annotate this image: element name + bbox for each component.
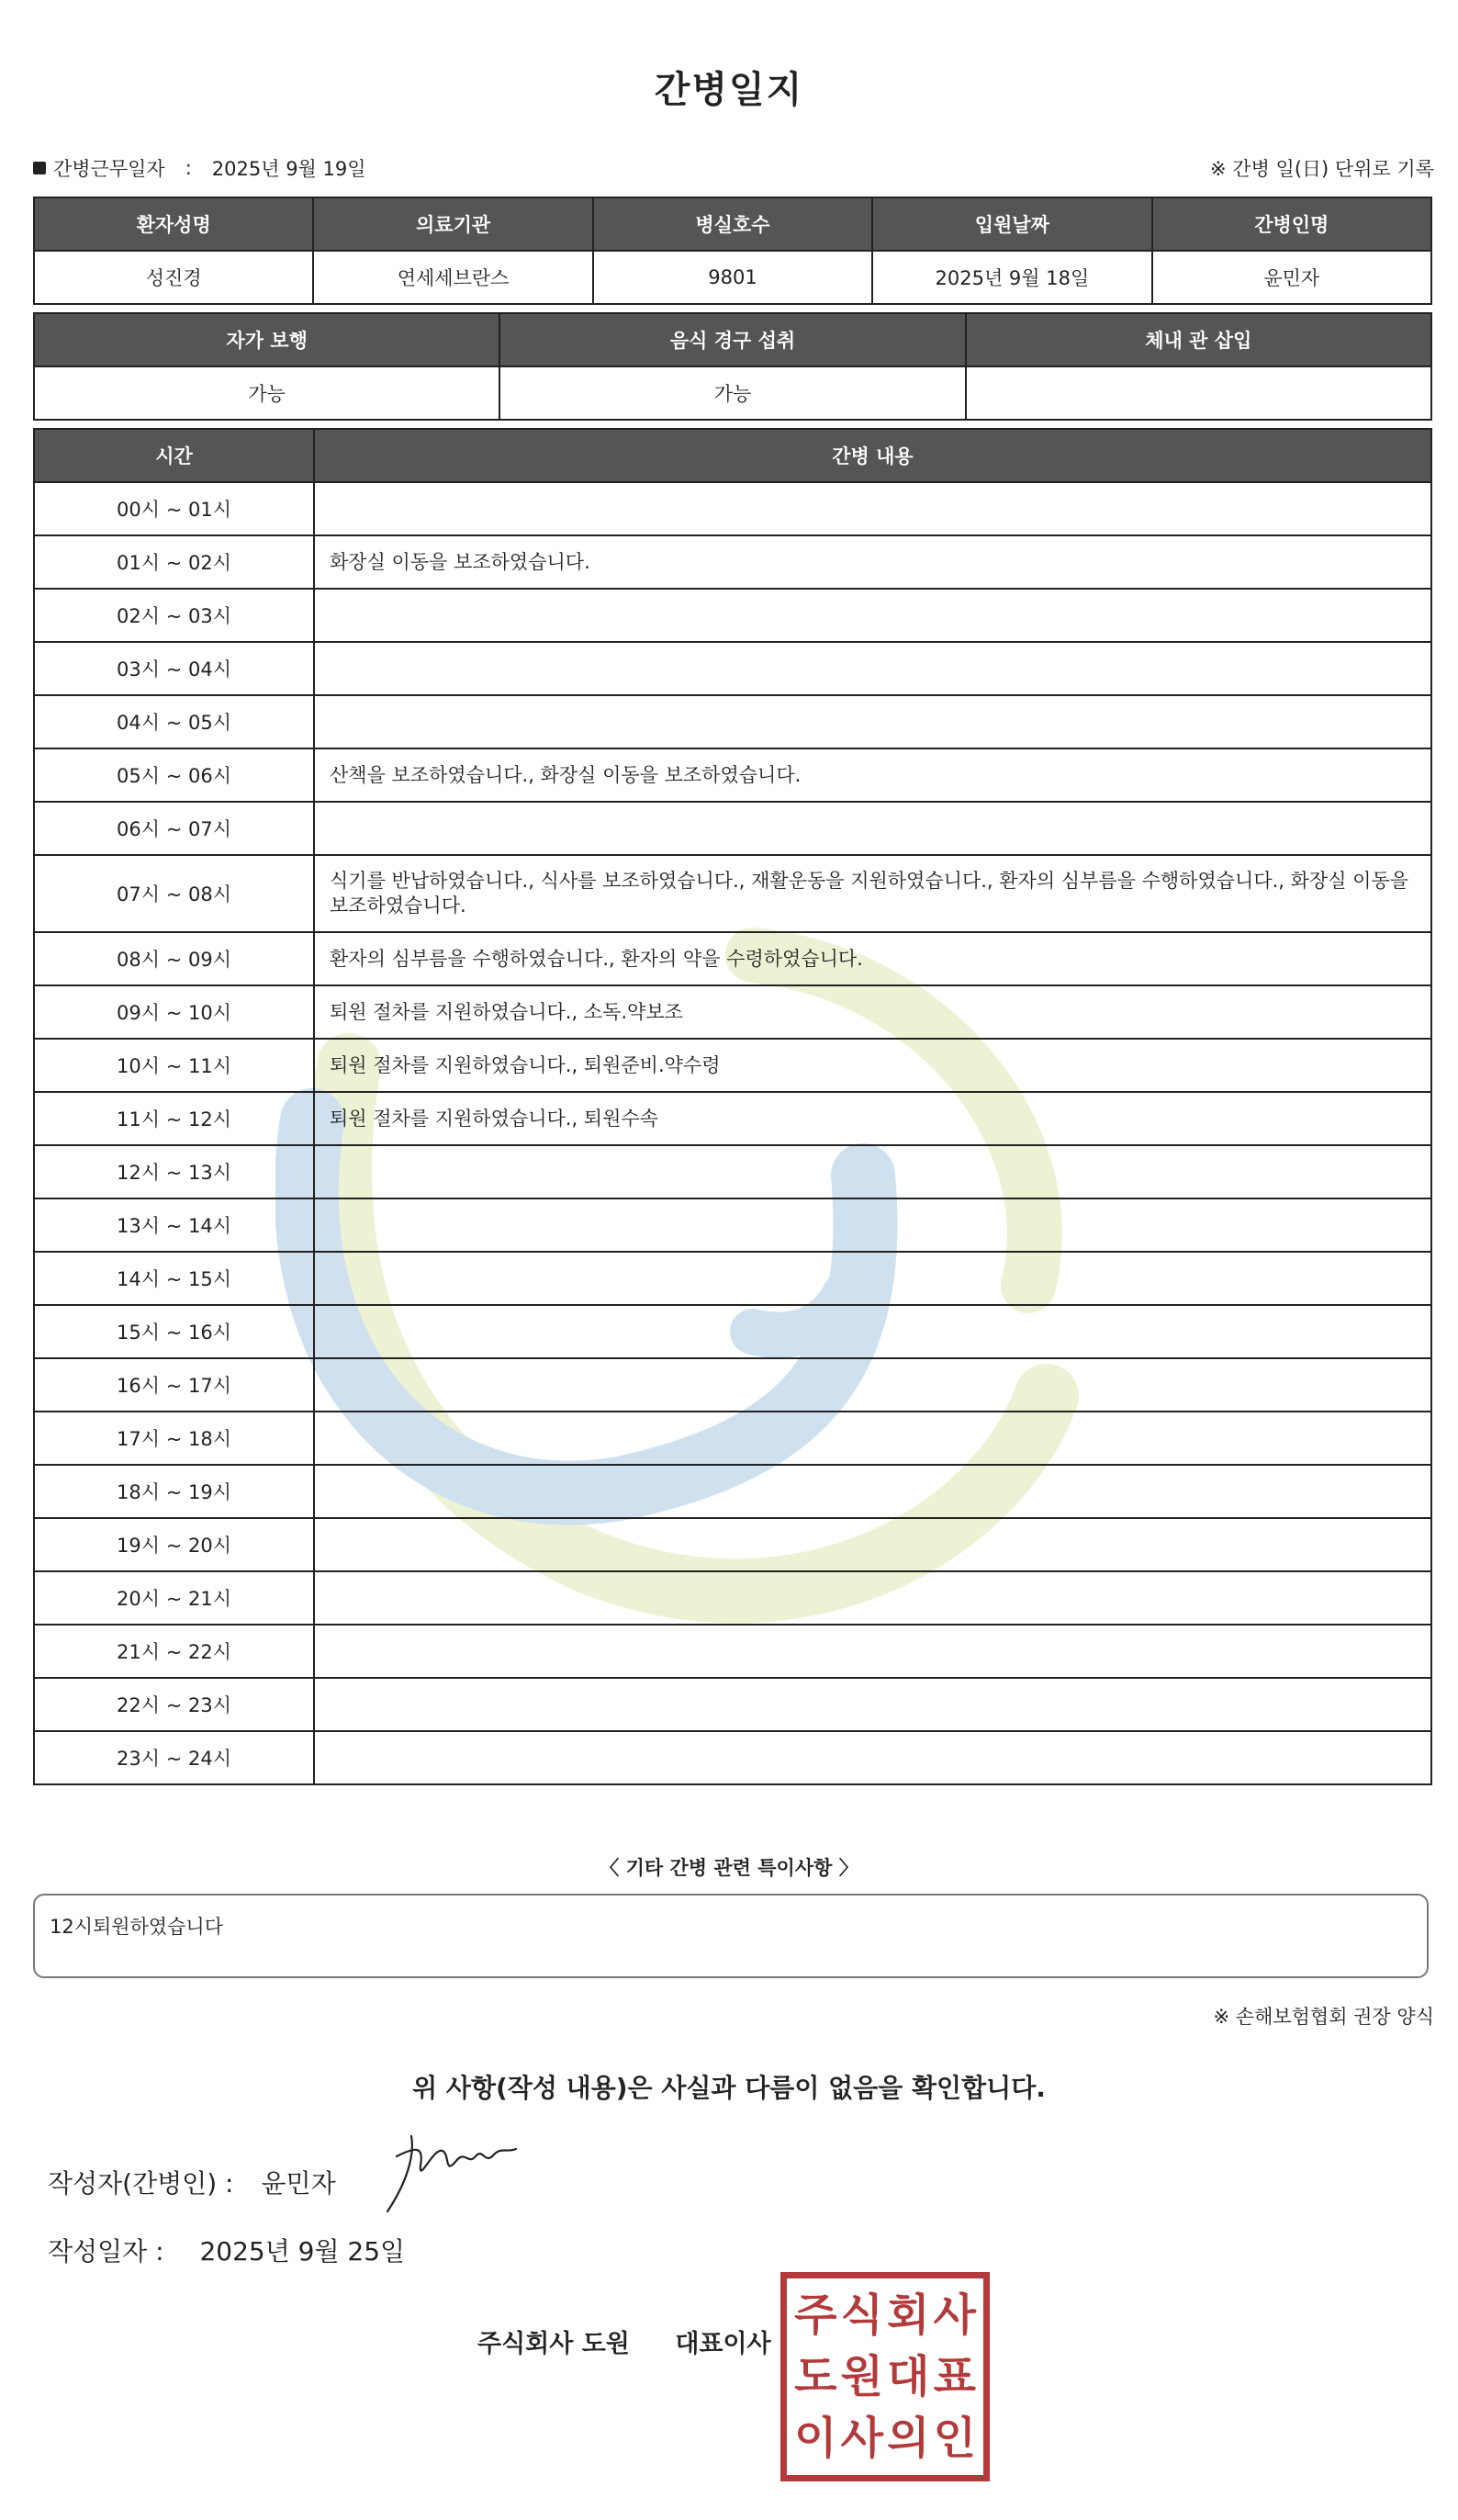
care-content: 퇴원 절차를 지원하였습니다., 소독.약보조 <box>314 985 1431 1039</box>
care-row <box>34 802 1431 855</box>
seal-char: 사 <box>840 2413 883 2465</box>
care-time: 18시 ~ 19시 <box>34 1465 314 1518</box>
care-content <box>314 1571 1431 1625</box>
tube-value <box>966 366 1431 420</box>
header-tube: 체내 관 삽입 <box>966 313 1431 366</box>
care-time: 10시 ~ 11시 <box>34 1039 314 1092</box>
header-patient-name: 환자성명 <box>34 197 313 251</box>
care-row <box>34 1252 1431 1305</box>
seal-char: 인 <box>933 2413 976 2465</box>
care-time: 16시 ~ 17시 <box>34 1358 314 1412</box>
author-label: 작성자(간병인) : <box>48 2168 234 2199</box>
header-room: 병실호수 <box>593 197 872 251</box>
care-row <box>34 1145 1431 1198</box>
written-date-label: 작성일자 : <box>48 2236 164 2267</box>
care-row <box>34 1198 1431 1252</box>
care-row <box>34 1678 1431 1731</box>
care-content <box>314 1731 1431 1784</box>
care-time: 22시 ~ 23시 <box>34 1678 314 1731</box>
care-row <box>34 535 1431 589</box>
care-content <box>314 1198 1431 1252</box>
seal-char: 원 <box>840 2350 883 2402</box>
care-time: 05시 ~ 06시 <box>34 748 314 802</box>
care-content <box>314 642 1431 695</box>
seal-char: 회 <box>887 2289 930 2341</box>
care-row <box>34 1039 1431 1092</box>
seal-char: 도 <box>794 2350 837 2402</box>
special-notes-box <box>33 1894 1429 1978</box>
recommended-form-note: ※ 손해보험협회 권장 양식 <box>1213 2006 1434 2028</box>
header-admission-date: 입원날짜 <box>872 197 1151 251</box>
care-row <box>34 1305 1431 1358</box>
care-time: 15시 ~ 16시 <box>34 1305 314 1358</box>
care-time: 04시 ~ 05시 <box>34 695 314 748</box>
care-row <box>34 1358 1431 1412</box>
header-caregiver: 간병인명 <box>1152 197 1431 251</box>
care-time: 08시 ~ 09시 <box>34 932 314 985</box>
care-row <box>34 1518 1431 1571</box>
care-content: 퇴원 절차를 지원하였습니다., 퇴원수속 <box>314 1092 1431 1145</box>
caregiver-name: 윤민자 <box>1152 251 1431 304</box>
care-time: 12시 ~ 13시 <box>34 1145 314 1198</box>
care-content: 산책을 보조하였습니다., 화장실 이동을 보조하였습니다. <box>314 748 1431 802</box>
care-row <box>34 1412 1431 1465</box>
care-time: 02시 ~ 03시 <box>34 589 314 642</box>
care-time: 13시 ~ 14시 <box>34 1198 314 1252</box>
care-time: 21시 ~ 22시 <box>34 1625 314 1678</box>
company-title: 대표이사 <box>675 2330 771 2358</box>
care-content <box>314 1305 1431 1358</box>
square-bullet-icon <box>33 162 46 174</box>
seal-char: 사 <box>933 2289 976 2341</box>
care-content <box>314 482 1431 535</box>
care-row <box>34 642 1431 695</box>
company-seal <box>780 2272 990 2481</box>
care-content <box>314 1518 1431 1571</box>
work-date <box>33 154 366 182</box>
written-date-value: 2025년 9월 25일 <box>199 2236 406 2267</box>
room-number: 9801 <box>593 251 872 304</box>
care-time: 01시 ~ 02시 <box>34 535 314 589</box>
work-date-colon: : <box>185 157 192 179</box>
written-date-line <box>48 2232 405 2268</box>
care-content: 퇴원 절차를 지원하였습니다., 퇴원준비.약수령 <box>314 1039 1431 1092</box>
care-content: 화장실 이동을 보조하였습니다. <box>314 535 1431 589</box>
care-row <box>34 748 1431 802</box>
care-content: 환자의 심부름을 수행하였습니다., 환자의 약을 수령하였습니다. <box>314 932 1431 985</box>
work-date-label: 간병근무일자 <box>53 158 165 180</box>
care-content <box>314 695 1431 748</box>
author-name: 윤민자 <box>261 2168 336 2199</box>
patient-name: 성진경 <box>34 251 313 304</box>
care-time: 19시 ~ 20시 <box>34 1518 314 1571</box>
care-content <box>314 1465 1431 1518</box>
care-row <box>34 1092 1431 1145</box>
document-title: 간병일지 <box>654 69 804 111</box>
signature <box>378 2129 525 2221</box>
care-time: 00시 ~ 01시 <box>34 482 314 535</box>
special-notes-title: 〈 기타 간병 관련 특이사항 〉 <box>600 1857 858 1879</box>
header-walking: 자가 보행 <box>34 313 499 366</box>
care-row <box>34 1731 1431 1784</box>
care-row <box>34 695 1431 748</box>
care-content <box>314 1358 1431 1412</box>
company-line <box>477 2323 771 2359</box>
work-date-value: 2025년 9월 19일 <box>211 158 366 180</box>
seal-char: 식 <box>840 2289 883 2341</box>
care-time: 11시 ~ 12시 <box>34 1092 314 1145</box>
care-content <box>314 589 1431 642</box>
oral-intake-value: 가능 <box>499 366 965 420</box>
care-time: 03시 ~ 04시 <box>34 642 314 695</box>
care-row <box>34 589 1431 642</box>
care-time: 09시 ~ 10시 <box>34 985 314 1039</box>
care-content: 식기를 반납하였습니다., 식사를 보조하였습니다., 재활운동을 지원하였습니다., 환자의 심부름을 수행하였습니다., 화장실 이동을 보조하였습니다. <box>314 855 1431 932</box>
header-hospital: 의료기관 <box>313 197 592 251</box>
care-time: 14시 ~ 15시 <box>34 1252 314 1305</box>
special-notes-content: 12시퇴원하였습니다 <box>50 1916 224 1938</box>
ability-table <box>33 312 1432 421</box>
company-name: 주식회사 도원 <box>477 2330 630 2358</box>
seal-char: 표 <box>933 2350 976 2402</box>
care-content <box>314 1252 1431 1305</box>
care-row <box>34 482 1431 535</box>
admission-date: 2025년 9월 18일 <box>872 251 1151 304</box>
patient-info-table <box>33 197 1432 305</box>
walking-value: 가능 <box>34 366 499 420</box>
care-content <box>314 1412 1431 1465</box>
care-row <box>34 985 1431 1039</box>
care-row <box>34 932 1431 985</box>
header-time: 시간 <box>34 429 314 482</box>
header-oral-intake: 음식 경구 섭취 <box>499 313 965 366</box>
seal-char: 대 <box>887 2350 930 2402</box>
care-row <box>34 855 1431 932</box>
care-content <box>314 802 1431 855</box>
care-time: 23시 ~ 24시 <box>34 1731 314 1784</box>
care-content <box>314 1625 1431 1678</box>
author-line <box>48 2164 336 2200</box>
care-content <box>314 1678 1431 1731</box>
confirm-statement: 위 사항(작성 내용)은 사실과 다름이 없음을 확인합니다. <box>412 2073 1046 2103</box>
care-row <box>34 1625 1431 1678</box>
care-row <box>34 1571 1431 1625</box>
care-time: 07시 ~ 08시 <box>34 855 314 932</box>
care-log-table <box>33 428 1432 1785</box>
care-time: 20시 ~ 21시 <box>34 1571 314 1625</box>
hospital: 연세세브란스 <box>313 251 592 304</box>
care-time: 06시 ~ 07시 <box>34 802 314 855</box>
header-care-content: 간병 내용 <box>314 429 1431 482</box>
seal-char: 이 <box>794 2413 837 2465</box>
care-time: 17시 ~ 18시 <box>34 1412 314 1465</box>
seal-char: 의 <box>887 2413 930 2465</box>
seal-char: 주 <box>794 2289 837 2341</box>
care-content <box>314 1145 1431 1198</box>
daily-note: ※ 간병 일(日) 단위로 기록 <box>1210 158 1434 180</box>
care-row <box>34 1465 1431 1518</box>
